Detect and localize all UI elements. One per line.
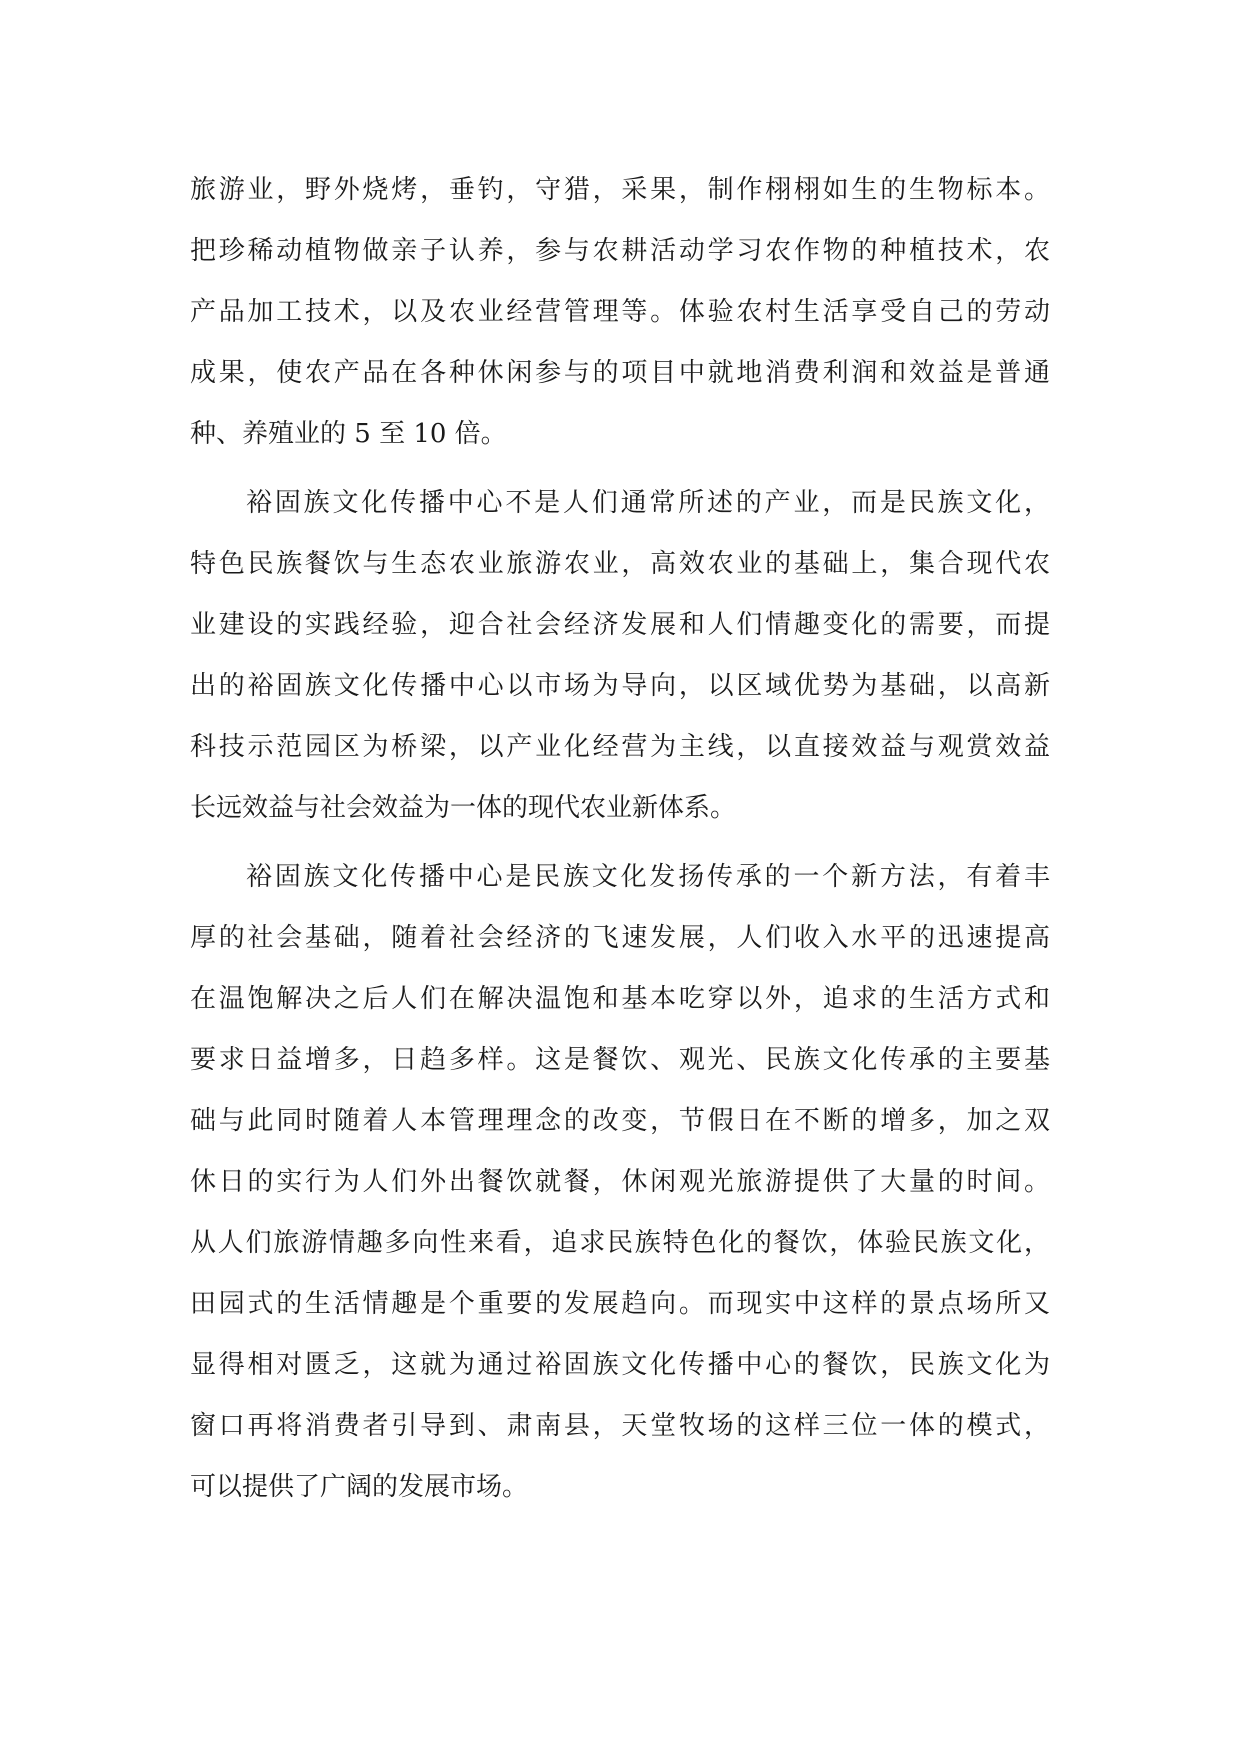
text-line: 从人们旅游情趣多向性来看，追求民族特色化的餐饮，体验民族文化，: [190, 1228, 1050, 1258]
text-line: 科技示范园区为桥梁，以产业化经营为主线，以直接效益与观赏效益: [190, 732, 1050, 762]
text-line: 出的裕固族文化传播中心以市场为导向，以区域优势为基础，以高新: [190, 671, 1050, 701]
text-line: 长远效益与社会效益为一体的现代农业新体系。: [190, 793, 737, 823]
text-line: 种、养殖业的 5 至 10 倍。: [190, 419, 507, 449]
paragraph-2: [190, 473, 1050, 839]
text-line: 成果，使农产品在各种休闲参与的项目中就地消费利润和效益是普通: [190, 358, 1050, 388]
paragraph-3: [190, 847, 1050, 1518]
text-line: 裕固族文化传播中心是民族文化发扬传承的一个新方法，有着丰: [246, 862, 1050, 892]
document-body: [190, 160, 1050, 1518]
text-line: 厚的社会基础，随着社会经济的飞速发展，人们收入水平的迅速提高: [190, 923, 1050, 953]
text-line: 产品加工技术，以及农业经营管理等。体验农村生活享受自己的劳动: [190, 297, 1050, 327]
text-line: 把珍稀动植物做亲子认养，参与农耕活动学习农作物的种植技术，农: [190, 236, 1050, 266]
text-line: 田园式的生活情趣是个重要的发展趋向。而现实中这样的景点场所又: [190, 1289, 1050, 1319]
text-line: 业建设的实践经验，迎合社会经济发展和人们情趣变化的需要，而提: [190, 610, 1050, 640]
text-line: 要求日益增多，日趋多样。这是餐饮、观光、民族文化传承的主要基: [190, 1045, 1050, 1075]
text-line: 裕固族文化传播中心不是人们通常所述的产业，而是民族文化，: [246, 488, 1050, 518]
paragraph-1: [190, 160, 1050, 465]
text-line: 窗口再将消费者引导到、肃南县，天堂牧场的这样三位一体的模式，: [190, 1411, 1050, 1441]
text-line: 旅游业，野外烧烤，垂钓，守猎，采果，制作栩栩如生的生物标本。: [190, 175, 1050, 205]
text-line: 特色民族餐饮与生态农业旅游农业，高效农业的基础上，集合现代农: [190, 549, 1050, 579]
text-line: 可以提供了广阔的发展市场。: [190, 1472, 529, 1502]
text-line: 休日的实行为人们外出餐饮就餐，休闲观光旅游提供了大量的时间。: [190, 1167, 1050, 1197]
text-line: 础与此同时随着人本管理理念的改变，节假日在不断的增多，加之双: [190, 1106, 1050, 1136]
text-line: 在温饱解决之后人们在解决温饱和基本吃穿以外，追求的生活方式和: [190, 984, 1050, 1014]
text-line: 显得相对匮乏，这就为通过裕固族文化传播中心的餐饮，民族文化为: [190, 1350, 1050, 1380]
